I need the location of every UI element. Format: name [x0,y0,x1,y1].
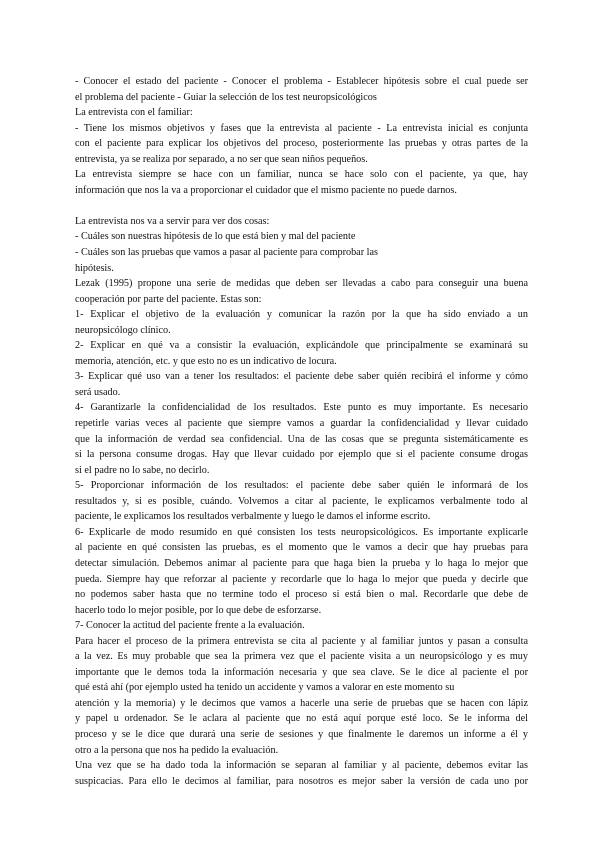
text-line: si la persona consume drogas. Hay que llevar cuidado por ejemplo que si el paciente consume drogas [75,449,528,461]
text-line: hacerlo todo lo mejor posible, por lo que debe de esforzarse. [75,604,322,616]
text-line: importante que le demos toda la información necesaria y que sea clave. Se le dice al paciente el por [75,666,528,678]
text-line: 2- Explicar en qué va a consistir la evaluación, explicándole que principalmente se examinará su [75,340,528,352]
text-line: 4- Garantizarle la confidencialidad de los resultados. Este punto es muy importante. Es necesario [75,402,528,414]
text-line: La entrevista con el familiar: [75,107,193,119]
text-line: 3- Explicar qué uso van a tener los resultados: el paciente debe saber quién recibirá el informe y cómo [75,371,528,383]
text-line: pueda. Siempre hay que reforzar al paciente y recordarle que lo haga lo mejor que pueda y decirle que [75,573,528,585]
text-line: resultados y, si es posible, cuándo. Volvemos a citar al paciente, le explicamos verbalmente todo al [75,495,528,507]
text-line: detectar simulación. Debemos animar al paciente para que haga bien la prueba y lo haga lo mejor que [75,557,528,569]
text-line: información que nos la va a proporcionar el cuidador que el mismo paciente no puede darnos. [75,184,457,196]
text-line: hipótesis. [75,262,114,274]
text-line: será usado. [75,386,121,398]
document-body [75,74,528,789]
text-line: entrevista, ya se realiza por separado, a no ser que sean niños pequeños. [75,153,368,165]
text-line: La entrevista nos va a servir para ver dos cosas: [75,215,270,227]
text-line: cooperación por parte del paciente. Estas son: [75,293,262,305]
text-line: atención y la memoria) y le decimos que vamos a hacerle una serie de pruebas que se hacen con lápiz [75,697,528,709]
text-line: que la información de verdad sea confidencial. Una de las cosas que se pregunta sistemáticamente es [75,433,528,445]
text-line: Lezak (1995) propone una serie de medidas que deben ser llevadas a cabo para conseguir una buena [75,278,528,290]
text-line: - Cuáles son las pruebas que vamos a pasar al paciente para comprobar las [75,247,378,259]
text-line: al paciente en qué consisten las pruebas, es el momento que le vamos a decir que hay pruebas para [75,542,528,554]
text-line: memoria, atención, etc. y que esto no es un indicativo de locura. [75,355,337,367]
text-line: Para hacer el proceso de la primera entrevista se cita al paciente y al familiar juntos y pasan a consulta [75,635,528,647]
text-line: - Conocer el estado del paciente - Conocer el problema - Establecer hipótesis sobre el cual puede ser [75,76,528,87]
text-line: 1- Explicar el objetivo de la evaluación y comunicar la razón por la que ha sido enviado a un [75,309,528,321]
text-line: 7- Conocer la actitud del paciente frente a la evaluación. [75,620,305,632]
text-line: Una vez que se ha dado toda la información se separan al familiar y al paciente, debemos evitar las [75,760,528,772]
text-line: La entrevista siempre se hace con un familiar, nunca se hace solo con el paciente, ya que, hay [75,169,528,181]
text-line: - Tiene los mismos objetivos y fases que la entrevista al paciente - La entrevista inicial es conjunta [75,122,528,134]
text-line: no podemos saber hasta que no termine todo el proceso si está bien o mal. Recordarle que debe de [75,589,528,601]
text-line: otro a la persona que nos ha pedido la evaluación. [75,744,279,756]
text-line: repetirle varias veces al paciente que siempre vamos a guardar la confidencialidad y llevar cuidado [75,418,528,430]
text-line: qué está ahí (por ejemplo usted ha tenido un accidente y vamos a valorar en este momento su [75,682,455,694]
text-line: el problema del paciente - Guiar la selección de los test neuropsicológicos [75,91,377,103]
text-line: si el padre no lo sabe, no decirlo. [75,464,210,476]
text-line: - Cuáles son nuestras hipótesis de lo que está bien y mal del paciente [75,231,356,243]
text-line: 5- Proporcionar información de los resultados: el paciente debe saber quién le informará de los [75,480,528,492]
text-line: con el paciente para explicar los objetivos del proceso, posteriormente las pruebas y otras partes de la [75,138,528,150]
text-line: y papel u ordenador. Se le aclara al paciente que no está aquí porque esté loco. Se le informa del [75,713,528,725]
text-line: 6- Explicarle de modo resumido en qué consisten los tests neuropsicológicos. Es importante explicarle [75,526,528,538]
text-line: proceso y se le dice que durará una serie de sesiones y que finalmente le daremos un informe a él y [75,728,528,740]
text-line: a la vez. Es muy probable que sea la primera vez que el paciente visita a un neuropsicólogo y es muy [75,651,528,663]
text-line: neuropsicólogo clínico. [75,324,171,336]
blank-line [75,198,528,214]
text-line: suspicacias. Para ello le decimos al familiar, para nosotros es mejor saber la versión de cada uno por [75,775,528,787]
text-line: paciente, le explicamos los resultados verbalmente y luego le damos el informe escrito. [75,511,431,523]
